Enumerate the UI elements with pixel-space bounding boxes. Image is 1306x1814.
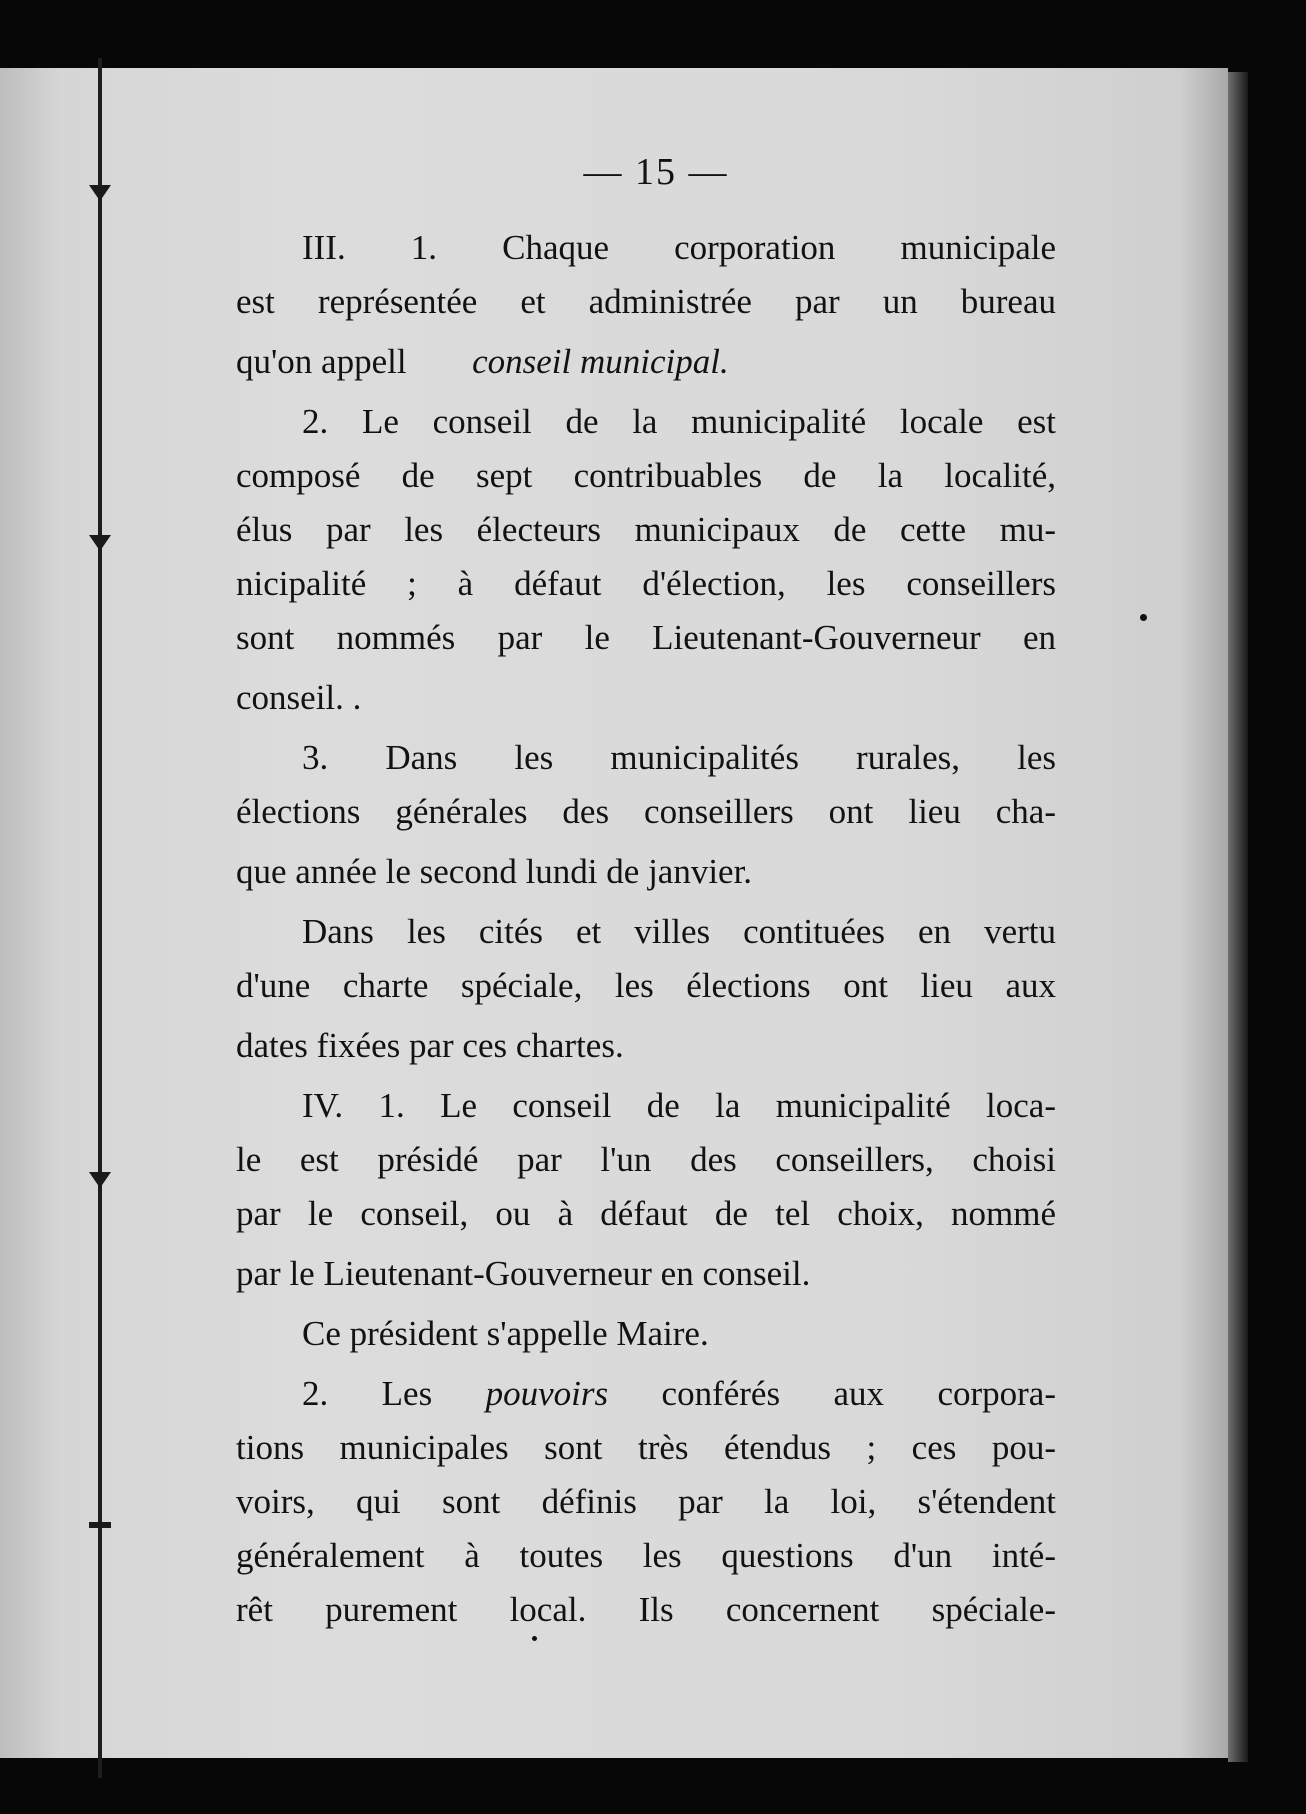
text-line: d'une charte spéciale, les élections ont lieu aux: [236, 966, 1056, 1005]
dust-speck: [1140, 614, 1147, 621]
text-line: le est présidé par l'un des conseillers, choisi: [236, 1140, 1056, 1179]
paragraph-iii-3: [236, 731, 1056, 839]
paragraph-iii-3-end: [236, 845, 1056, 899]
text-fragment: qu'on appell: [236, 342, 407, 381]
text-line: 2. Le conseil de la municipalité locale est: [302, 402, 1056, 441]
text-fragment: conférés aux corpora-: [608, 1374, 1056, 1413]
text-fragment: 2. Les: [302, 1374, 486, 1413]
text-line: par le Lieutenant-Gouverneur en conseil.: [236, 1254, 811, 1293]
italic-term: pouvoirs: [485, 1374, 609, 1413]
text-line: généralement à toutes les questions d'un inté-: [236, 1536, 1056, 1575]
text-line: que année le second lundi de janvier.: [236, 852, 753, 891]
text-line: élus par les électeurs municipaux de cette mu-: [236, 510, 1056, 549]
paragraph-iii-2: [236, 395, 1056, 665]
page-text: [236, 145, 1056, 1643]
paragraph-maire: [236, 1307, 1056, 1361]
text-line: dates fixées par ces chartes.: [236, 1026, 624, 1065]
page-edge-shadow: [1228, 72, 1248, 1762]
paragraph-iii-1-end: [236, 335, 1056, 389]
text-line: composé de sept contribuables de la localité,: [236, 456, 1056, 495]
binding-stitch-line: [98, 58, 102, 1778]
text-line: Ce président s'appelle Maire.: [302, 1314, 709, 1353]
paragraph-iv-2: [236, 1367, 1056, 1637]
text-line: Dans les cités et villes contituées en vertu: [302, 912, 1056, 951]
text-line: voirs, qui sont définis par la loi, s'étendent: [236, 1482, 1056, 1521]
text-line: rêt purement local. Ils concernent spéciale-: [236, 1590, 1056, 1629]
paragraph-cites-end: [236, 1019, 1056, 1073]
text-line: IV. 1. Le conseil de la municipalité loca-: [302, 1086, 1056, 1125]
text-line: 3. Dans les municipalités rurales, les: [302, 738, 1056, 777]
text-line-with-italic: [236, 1367, 1056, 1421]
paragraph-cites: [236, 905, 1056, 1013]
page-number: — 15 —: [583, 151, 729, 193]
text-line: par le conseil, ou à défaut de tel choix, nommé: [236, 1194, 1056, 1233]
text-line: nicipalité ; à défaut d'élection, les conseillers: [236, 564, 1056, 603]
text-line: tions municipales sont très étendus ; ces pou-: [236, 1428, 1056, 1467]
text-line: élections générales des conseillers ont lieu cha-: [236, 792, 1056, 831]
paragraph-iii-2-end: [236, 671, 1056, 725]
paragraph-iv-1-end: [236, 1247, 1056, 1301]
paragraph-iv-1: [236, 1079, 1056, 1241]
text-line: conseil. .: [236, 678, 362, 717]
text-line: III. 1. Chaque corporation municipale: [302, 228, 1056, 267]
italic-term: conseil municipal.: [472, 342, 729, 381]
binding-stitch-mark: [89, 1522, 111, 1528]
paragraph-iii-1: [236, 221, 1056, 329]
text-line: est représentée et administrée par un bureau: [236, 282, 1056, 321]
text-line: sont nommés par le Lieutenant-Gouverneur en: [236, 618, 1056, 657]
